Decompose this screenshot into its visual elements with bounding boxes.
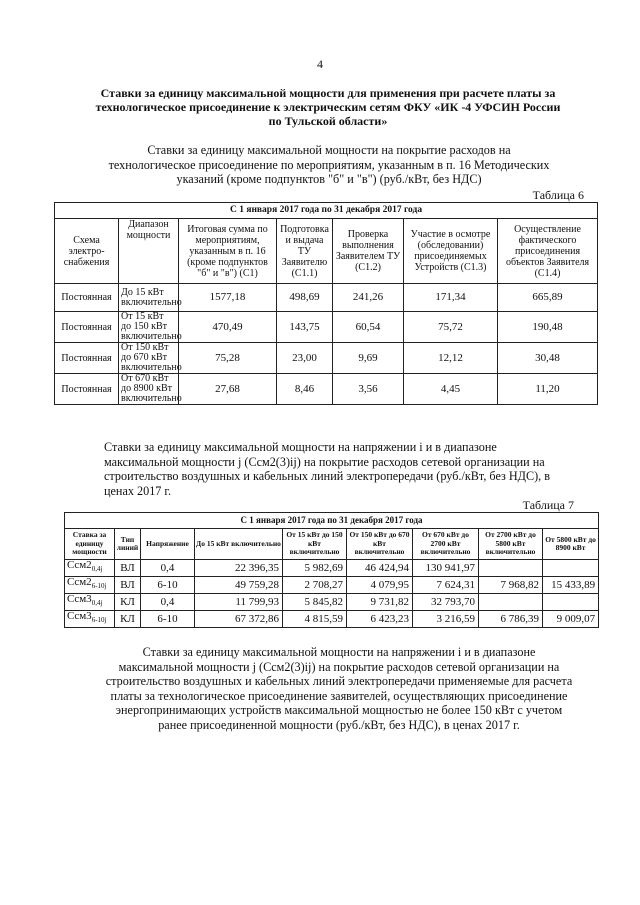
table7-header-voltage: Напряжение [141,529,195,560]
value-cell [479,594,543,611]
c1-cell: 75,28 [179,343,277,374]
table6-header-c14: Осуществление фактического присоединения объектов Заявителя (С1.4) [498,219,598,284]
c14-cell: 190,48 [498,312,598,343]
range-cell: До 15 кВт включительно [119,284,179,312]
table-row [65,611,599,628]
value-cell: 67 372,86 [195,611,283,628]
paragraph-table6-intro: Ставки за единицу максимальной мощности на покрытие расходов на технологическое присоединение по мероприятиям, указанным в п. 16 Методических указаний (кроме подпунктов "б" и "в") (руб./кВт, без НДС) [108,143,550,186]
value-cell: 6 786,39 [479,611,543,628]
value-cell: 32 793,70 [413,594,479,611]
voltage-cell: 6-10 [141,611,195,628]
table7-header-line-type: Тип линий [115,529,141,560]
table7-caption: Таблица 7 [522,498,574,512]
scheme-cell: Постоянная [55,284,119,312]
range-cell: От 150 кВт до 670 кВт включительно [119,343,179,374]
c11-cell: 23,00 [277,343,333,374]
value-cell: 6 423,23 [347,611,413,628]
range-cell: От 15 кВт до 150 кВт включительно [119,312,179,343]
c14-cell: 665,89 [498,284,598,312]
table6-caption: Таблица 6 [532,188,584,202]
table7-header-range-3: От 150 кВт до 670 кВт включительно [347,529,413,560]
value-cell: 49 759,28 [195,577,283,594]
table7-header-range-1: До 15 кВт включительно [195,529,283,560]
c11-cell: 8,46 [277,374,333,405]
table-row [55,374,598,405]
c1-cell: 470,49 [179,312,277,343]
table-row [65,577,599,594]
c11-cell: 498,69 [277,284,333,312]
value-cell: 9 009,07 [543,611,599,628]
value-cell: 11 799,93 [195,594,283,611]
voltage-cell: 0,4 [141,594,195,611]
voltage-cell: 6-10 [141,577,195,594]
line-type-cell: КЛ [115,594,141,611]
c13-cell: 12,12 [404,343,498,374]
c1-cell: 1577,18 [179,284,277,312]
table7-period: С 1 января 2017 года по 31 декабря 2017 года [65,513,599,529]
page-number: 4 [317,57,323,71]
value-cell: 130 941,97 [413,560,479,577]
table-row [65,594,599,611]
table7-header-range-2: От 15 кВт до 150 кВт включительно [283,529,347,560]
table6-header-c13: Участие в осмотре (обследовании) присоединяемых Устройств (С1.3) [404,219,498,284]
rate-cell: $Cсм3_{6-10j}$ [65,611,115,628]
rate-cell: $Cсм2_{6-10j}$ [65,577,115,594]
value-cell: 2 708,27 [283,577,347,594]
range-cell: От 670 кВт до 8900 кВт включительно [119,374,179,405]
c13-cell: 171,34 [404,284,498,312]
c12-cell: 241,26 [333,284,404,312]
table7-header-rate: Ставка за единицу мощности [65,529,115,560]
rate-cell: $Cсм2_{0,4j}$ [65,560,115,577]
value-cell: 5 845,82 [283,594,347,611]
table-6 [54,202,598,405]
c13-cell: 75,72 [404,312,498,343]
c1-cell: 27,68 [179,374,277,405]
value-cell: 3 216,59 [413,611,479,628]
table7-header-range-5: От 2700 кВт до 5800 кВт включительно [479,529,543,560]
line-type-cell: КЛ [115,611,141,628]
table6-header-range: Диапазон мощности [119,219,179,284]
rate-cell: $Cсм3_{0,4j}$ [65,594,115,611]
value-cell: 7 624,31 [413,577,479,594]
table-row [65,560,599,577]
value-cell: 9 731,82 [347,594,413,611]
value-cell: 46 424,94 [347,560,413,577]
value-cell: 7 968,82 [479,577,543,594]
table-7 [64,512,599,628]
value-cell [479,560,543,577]
document-heading: Ставки за единицу максимальной мощности для применения при расчете платы за технологическое присоединение к электрическим сетям ФКУ «ИК -4 УФСИН России по Тульской области» [95,86,561,128]
table6-header-c12: Проверка выполнения Заявителем ТУ (С1.2) [333,219,404,284]
table7-header-range-4: От 670 кВт до 2700 кВт включительно [413,529,479,560]
value-cell: 4 815,59 [283,611,347,628]
value-cell: 22 396,35 [195,560,283,577]
scheme-cell: Постоянная [55,374,119,405]
c14-cell: 30,48 [498,343,598,374]
line-type-cell: ВЛ [115,577,141,594]
table7-header-range-6: От 5800 кВт до 8900 кВт [543,529,599,560]
c12-cell: 60,54 [333,312,404,343]
scheme-cell: Постоянная [55,343,119,374]
paragraph-table7-intro: Ставки за единицу максимальной мощности на напряжении i и в диапазоне максимальной мощности j (Cсм2(3)ij) на покрытие расходов сетевой организации на строительство воздушных и кабельных линий электропередачи (руб./кВт, без НДС), в ценах 2017 г. [104,440,551,498]
c14-cell: 11,20 [498,374,598,405]
c12-cell: 3,56 [333,374,404,405]
c13-cell: 4,45 [404,374,498,405]
value-cell: 5 982,69 [283,560,347,577]
table6-header-c11: Подготовка и выдача ТУ Заявителю (С1.1) [277,219,333,284]
scheme-cell: Постоянная [55,312,119,343]
table6-header-c1: Итоговая сумма по мероприятиям, указанным в п. 16 (кроме подпунктов "б" и "в") (С1) [179,219,277,284]
value-cell: 4 079,95 [347,577,413,594]
table-row [55,312,598,343]
line-type-cell: ВЛ [115,560,141,577]
table-row [55,284,598,312]
table-row [55,343,598,374]
value-cell [543,560,599,577]
c12-cell: 9,69 [333,343,404,374]
paragraph-limited-power: Ставки за единицу максимальной мощности на напряжении i и в диапазоне максимальной мощности j (Cсм2(3)ij) на покрытие расходов сетевой организации на строительство воздушных и кабельных линий электропередачи применяемые для расчета платы за технологическое присоединение заявителей, осуществляющих присоединение энергопринимающих устройств максимальной мощностью не более 150 кВт с учетом ранее присоединенной мощности (руб./кВт, без НДС), в ценах 2017 г. [105,645,573,732]
value-cell [543,594,599,611]
c11-cell: 143,75 [277,312,333,343]
value-cell: 15 433,89 [543,577,599,594]
table6-header-scheme: Схема электро-снабжения [55,219,119,284]
voltage-cell: 0,4 [141,560,195,577]
table6-period: С 1 января 2017 года по 31 декабря 2017 года [55,203,598,219]
